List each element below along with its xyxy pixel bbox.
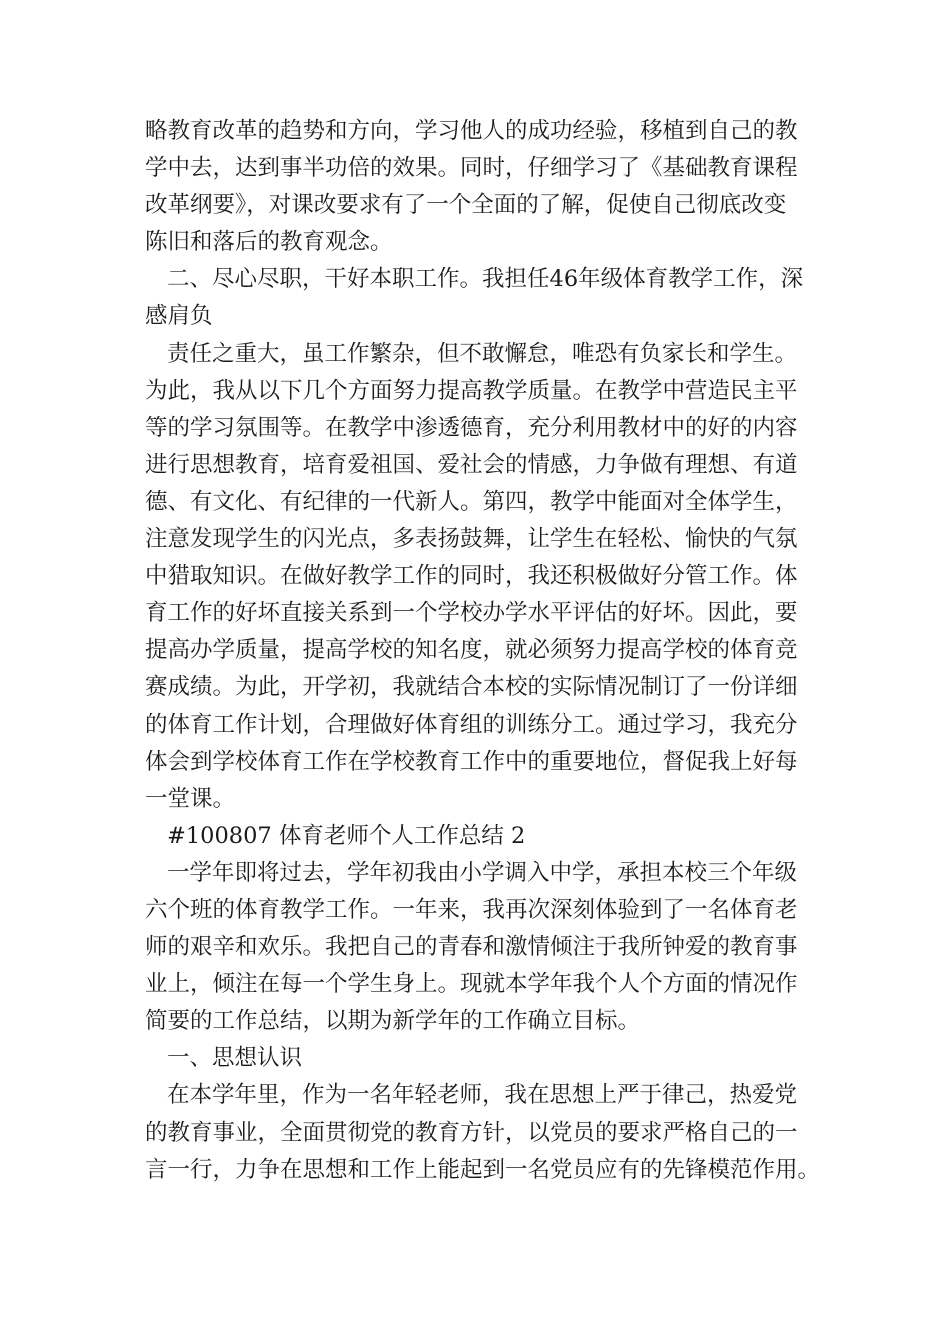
- text-line: 育工作的好坏直接关系到一个学校办学水平评估的好坏。因此，要: [145, 600, 798, 627]
- text-line: 等的学习氛围等。在教学中渗透德育，充分利用教材中的好的内容: [145, 414, 798, 441]
- text-line: 的体育工作计划，合理做好体育组的训练分工。通过学习，我充分: [145, 711, 798, 738]
- text-line: 六个班的体育教学工作。一年来，我再次深刻体验到了一名体育老: [145, 896, 798, 923]
- document-body: [145, 113, 825, 1189]
- section-heading-line: 一、思想认识: [167, 1045, 303, 1072]
- text-line: 略教育改革的趋势和方向，学习他人的成功经验，移植到自己的教: [145, 118, 798, 144]
- text-line: 感肩负: [145, 303, 213, 330]
- paragraph-start-line: 在本学年里，作为一名年轻老师，我在思想上严于律己，热爱党: [167, 1082, 798, 1109]
- text-line: 提高办学质量，提高学校的知名度，就必须努力提高学校的体育竞: [145, 637, 798, 664]
- text-line: 陈旧和落后的教育观念。: [145, 229, 393, 256]
- text-line: 赛成绩。为此，开学初，我就结合本校的实际情况制订了一份详细: [145, 674, 798, 701]
- text-line: 进行思想教育，培育爱祖国、爱社会的情感，力争做有理想、有道: [145, 451, 798, 478]
- section-heading-line: 二、尽心尽职，干好本职工作。我担任46年级体育教学工作，深: [167, 266, 804, 293]
- text-line: 为此，我从以下几个方面努力提高教学质量。在教学中营造民主平: [145, 377, 798, 404]
- text-line: 中猎取知识。在做好教学工作的同时，我还积极做好分管工作。体: [145, 563, 798, 590]
- text-line: 注意发现学生的闪光点，多表扬鼓舞，让学生在轻松、愉快的气氛: [145, 526, 798, 553]
- paragraph-start-line: 一学年即将过去，学年初我由小学调入中学，承担本校三个年级: [167, 859, 798, 886]
- paragraph-start-line: 责任之重大，虽工作繁杂，但不敢懈怠，唯恐有负家长和学生。: [167, 340, 798, 367]
- text-line: 学中去，达到事半功倍的效果。同时，仔细学习了《基础教育课程: [145, 155, 798, 182]
- text-line: 一堂课。: [145, 785, 236, 812]
- section-title: #100807 体育老师个人工作总结 2: [167, 822, 526, 849]
- text-line: 业上，倾注在每一个学生身上。现就本学年我个人个方面的情况作: [145, 971, 798, 998]
- text-line: 的教育事业，全面贯彻党的教育方针，以党员的要求严格自己的一: [145, 1119, 798, 1146]
- text-line: 言一行，力争在思想和工作上能起到一名党员应有的先锋模范作用。: [145, 1156, 821, 1183]
- text-line: 简要的工作总结，以期为新学年的工作确立目标。: [145, 1008, 641, 1035]
- text-line: 德、有文化、有纪律的一代新人。第四，教学中能面对全体学生，: [145, 488, 798, 515]
- text-line: 体会到学校体育工作在学校教育工作中的重要地位，督促我上好每: [145, 748, 798, 775]
- text-line: 师的艰辛和欢乐。我把自己的青春和激情倾注于我所钟爱的教育事: [145, 934, 798, 961]
- text-line: 改革纲要》，对课改要求有了一个全面的了解，促使自己彻底改变: [145, 192, 787, 219]
